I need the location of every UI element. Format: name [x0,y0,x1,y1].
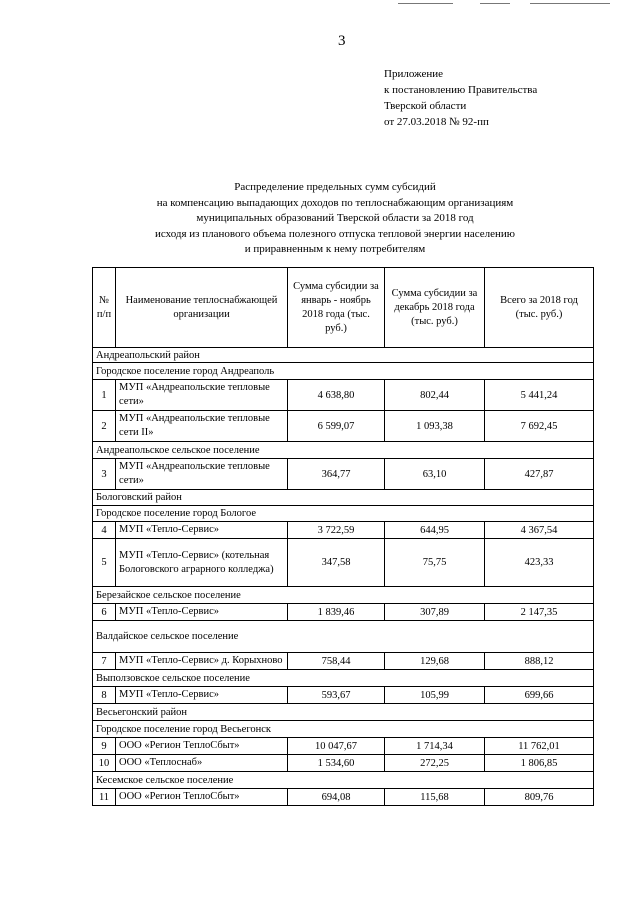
subsidy-dec: 63,10 [385,459,485,490]
organization-name: ООО «Регион ТеплоСбыт» [116,789,288,806]
header-num: № п/п [93,268,116,348]
table-body [93,348,594,806]
subsidy-total: 11 762,01 [485,738,594,755]
row-number: 11 [93,789,116,806]
subsidy-dec: 105,99 [385,687,485,704]
subsidy-total: 1 806,85 [485,755,594,772]
subsidy-table [92,267,594,806]
row-number: 6 [93,604,116,621]
subsidy-jan-nov: 4 638,80 [288,380,385,411]
subsidy-total: 2 147,35 [485,604,594,621]
row-number: 4 [93,522,116,539]
table-header-row [93,268,594,348]
subsidy-jan-nov: 10 047,67 [288,738,385,755]
section-label: Весьегонский район [93,704,594,721]
row-number: 8 [93,687,116,704]
subsidy-jan-nov: 694,08 [288,789,385,806]
section-row [93,442,594,459]
row-number: 3 [93,459,116,490]
subsidy-jan-nov: 3 722,59 [288,522,385,539]
section-label: Городское поселение город Андреаполь [93,363,594,380]
title-line: и приравненным к нему потребителям [244,243,426,255]
scan-mark [480,3,510,4]
title-line: исходя из планового объема полезного отпуска тепловой энергии населению [154,227,516,240]
table-row [93,687,594,704]
subsidy-total: 809,76 [485,789,594,806]
header-name: Наименование теплоснабжающей организации [116,268,288,348]
organization-name: МУП «Тепло-Сервис» [116,604,288,621]
organization-name: МУП «Тепло-Сервис» д. Корыхново [116,653,288,670]
appendix-header [384,66,537,130]
section-label: Выползовское сельское поселение [93,670,594,687]
organization-name: ООО «Теплоснаб» [116,755,288,772]
organization-name: ООО «Регион ТеплоСбыт» [116,738,288,755]
organization-name: МУП «Андреапольские тепловые сети II» [116,411,288,442]
section-label: Городское поселение город Бологое [93,506,594,522]
section-label: Андреапольский район [93,348,594,363]
title-line: Распределение предельных сумм субсидий [234,181,436,193]
subsidy-jan-nov: 758,44 [288,653,385,670]
header-total: Всего за 2018 год (тыс. руб.) [485,268,594,348]
subsidy-total: 5 441,24 [485,380,594,411]
subsidy-total: 699,66 [485,687,594,704]
section-label: Андреапольское сельское поселение [93,442,594,459]
subsidy-dec: 1 714,34 [385,738,485,755]
section-row [93,490,594,506]
subsidy-jan-nov: 1 839,46 [288,604,385,621]
table-row [93,653,594,670]
header-jan-nov: Сумма субсидии за январь - ноябрь 2018 года (тыс. руб.) [288,268,385,348]
section-row [93,348,594,363]
table-row [93,380,594,411]
row-number: 2 [93,411,116,442]
organization-name: МУП «Тепло-Сервис» [116,687,288,704]
section-row [93,621,594,653]
section-label: Березайское сельское поселение [93,587,594,604]
table-row [93,539,594,587]
document-title [120,180,550,258]
section-row [93,587,594,604]
table-row [93,459,594,490]
page-number: 3 [338,33,346,49]
subsidy-dec: 272,25 [385,755,485,772]
title-line: муниципальных образований Тверской области за 2018 год [196,212,474,224]
subsidy-dec: 129,68 [385,653,485,670]
organization-name: МУП «Тепло-Сервис» [116,522,288,539]
section-row [93,506,594,522]
row-number: 1 [93,380,116,411]
organization-name: МУП «Тепло-Сервис» (котельная Бологовского аграрного колледжа) [116,539,288,587]
section-row [93,772,594,789]
subsidy-jan-nov: 347,58 [288,539,385,587]
section-row [93,363,594,380]
appendix-line: к постановлению Правительства [384,84,538,96]
row-number: 9 [93,738,116,755]
subsidy-jan-nov: 6 599,07 [288,411,385,442]
row-number: 5 [93,539,116,587]
table-row [93,522,594,539]
subsidy-dec: 115,68 [385,789,485,806]
subsidy-dec: 307,89 [385,604,485,621]
title-line: на компенсацию выпадающих доходов по теплоснабжающим организациям [156,196,514,209]
appendix-line: от 27.03.2018 № 92-пп [384,116,489,128]
subsidy-jan-nov: 593,67 [288,687,385,704]
table-row [93,738,594,755]
section-label: Кесемское сельское поселение [93,772,594,789]
subsidy-dec: 802,44 [385,380,485,411]
subsidy-dec: 644,95 [385,522,485,539]
row-number: 10 [93,755,116,772]
appendix-line: Приложение [384,68,444,80]
section-label: Валдайское сельское поселение [93,621,594,653]
subsidy-total: 4 367,54 [485,522,594,539]
section-row [93,670,594,687]
table-row [93,411,594,442]
subsidy-dec: 75,75 [385,539,485,587]
scan-mark [398,3,453,4]
subsidy-total: 427,87 [485,459,594,490]
table-row [93,604,594,621]
subsidy-total: 7 692,45 [485,411,594,442]
subsidy-jan-nov: 1 534,60 [288,755,385,772]
appendix-line: Тверской области [384,100,467,112]
scan-mark [530,3,610,4]
section-row [93,704,594,721]
organization-name: МУП «Андреапольские тепловые сети» [116,380,288,411]
header-dec: Сумма субсидии за декабрь 2018 года (тыс. руб.) [385,268,485,348]
subsidy-total: 888,12 [485,653,594,670]
section-label: Городское поселение город Весьегонск [93,721,594,738]
organization-name: МУП «Андреапольские тепловые сети» [116,459,288,490]
subsidy-jan-nov: 364,77 [288,459,385,490]
table-row [93,789,594,806]
table-row [93,755,594,772]
subsidy-total: 423,33 [485,539,594,587]
row-number: 7 [93,653,116,670]
section-row [93,721,594,738]
section-label: Бологовский район [93,490,594,506]
subsidy-dec: 1 093,38 [385,411,485,442]
